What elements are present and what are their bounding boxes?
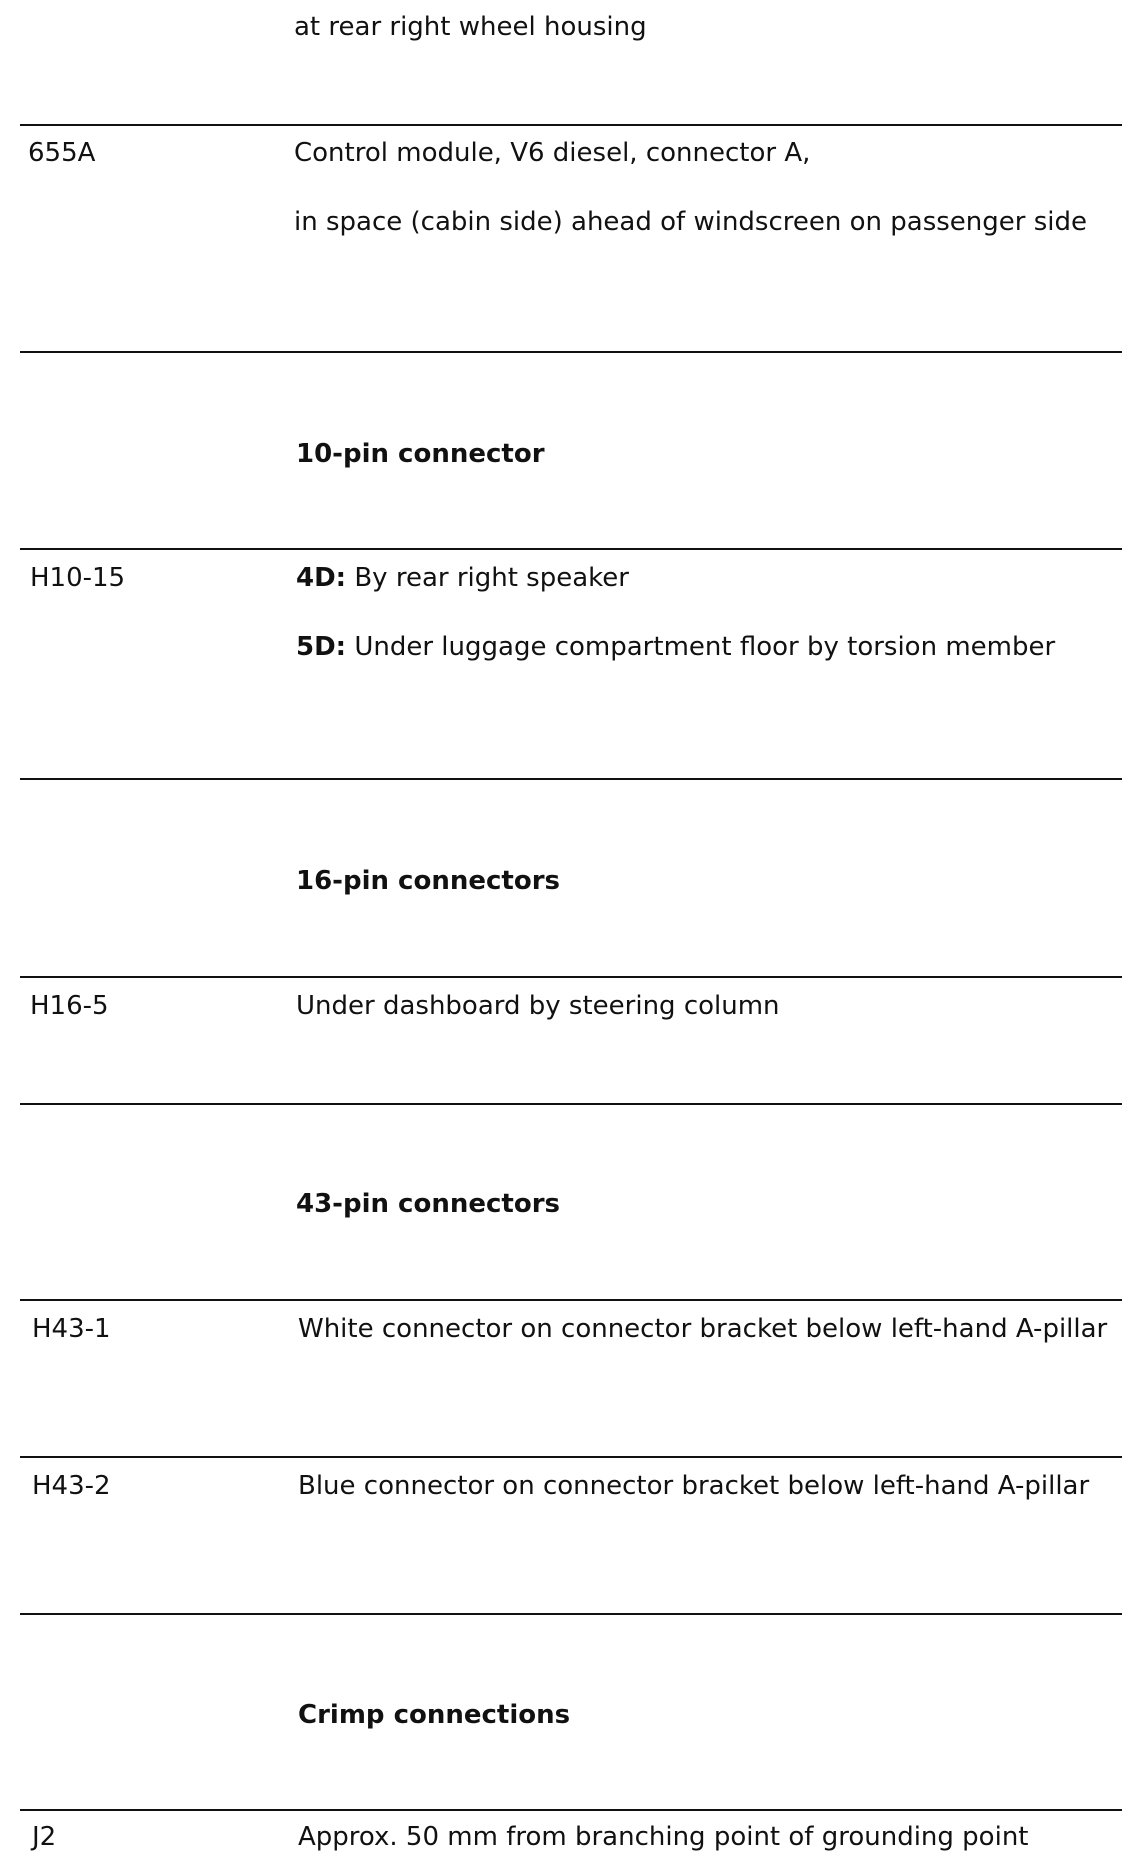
row-code-h16-5: H16-5 [30,991,109,1021]
row-code-655a: 655A [28,138,96,168]
row-code-h43-1: H43-1 [32,1314,111,1344]
row-desc-655a-line1: Control module, V6 diesel, connector A, [294,138,811,168]
entry-label: 5D: [296,632,347,662]
row-desc-h16-5: Under dashboard by steering column [296,991,780,1021]
section-heading-crimp: Crimp connections [298,1700,571,1730]
continuation-text: at rear right wheel housing [294,12,647,42]
entry-label: 4D: [296,563,347,593]
row-desc-h43-1: White connector on connector bracket below left-hand A-pillar [298,1314,1108,1344]
divider [20,976,1122,978]
divider [20,1299,1122,1301]
divider [20,1456,1122,1458]
divider [20,1103,1122,1105]
row-desc-h43-2: Blue connector on connector bracket below left-hand A-pillar [298,1471,1090,1501]
row-code-h10-15: H10-15 [30,563,126,593]
section-heading-10-pin: 10-pin connector [296,439,545,469]
divider [20,1613,1122,1615]
entry-text: Under luggage compartment floor by torsion member [346,632,1056,662]
entry-text: By rear right speaker [346,563,629,593]
divider [20,548,1122,550]
row-entry-5d [296,630,1055,664]
divider [20,778,1122,780]
row-desc-655a-line2: in space (cabin side) ahead of windscreen on passenger side [294,207,1087,237]
section-heading-43-pin: 43-pin connectors [296,1189,560,1219]
divider [20,1809,1122,1811]
row-code-j2: J2 [32,1822,57,1852]
section-heading-16-pin: 16-pin connectors [296,866,560,896]
row-desc-j2: Approx. 50 mm from branching point of grounding point [298,1822,1029,1852]
row-entry-4d [296,561,629,595]
divider [20,351,1122,353]
divider [20,124,1122,126]
row-code-h43-2: H43-2 [32,1471,111,1501]
